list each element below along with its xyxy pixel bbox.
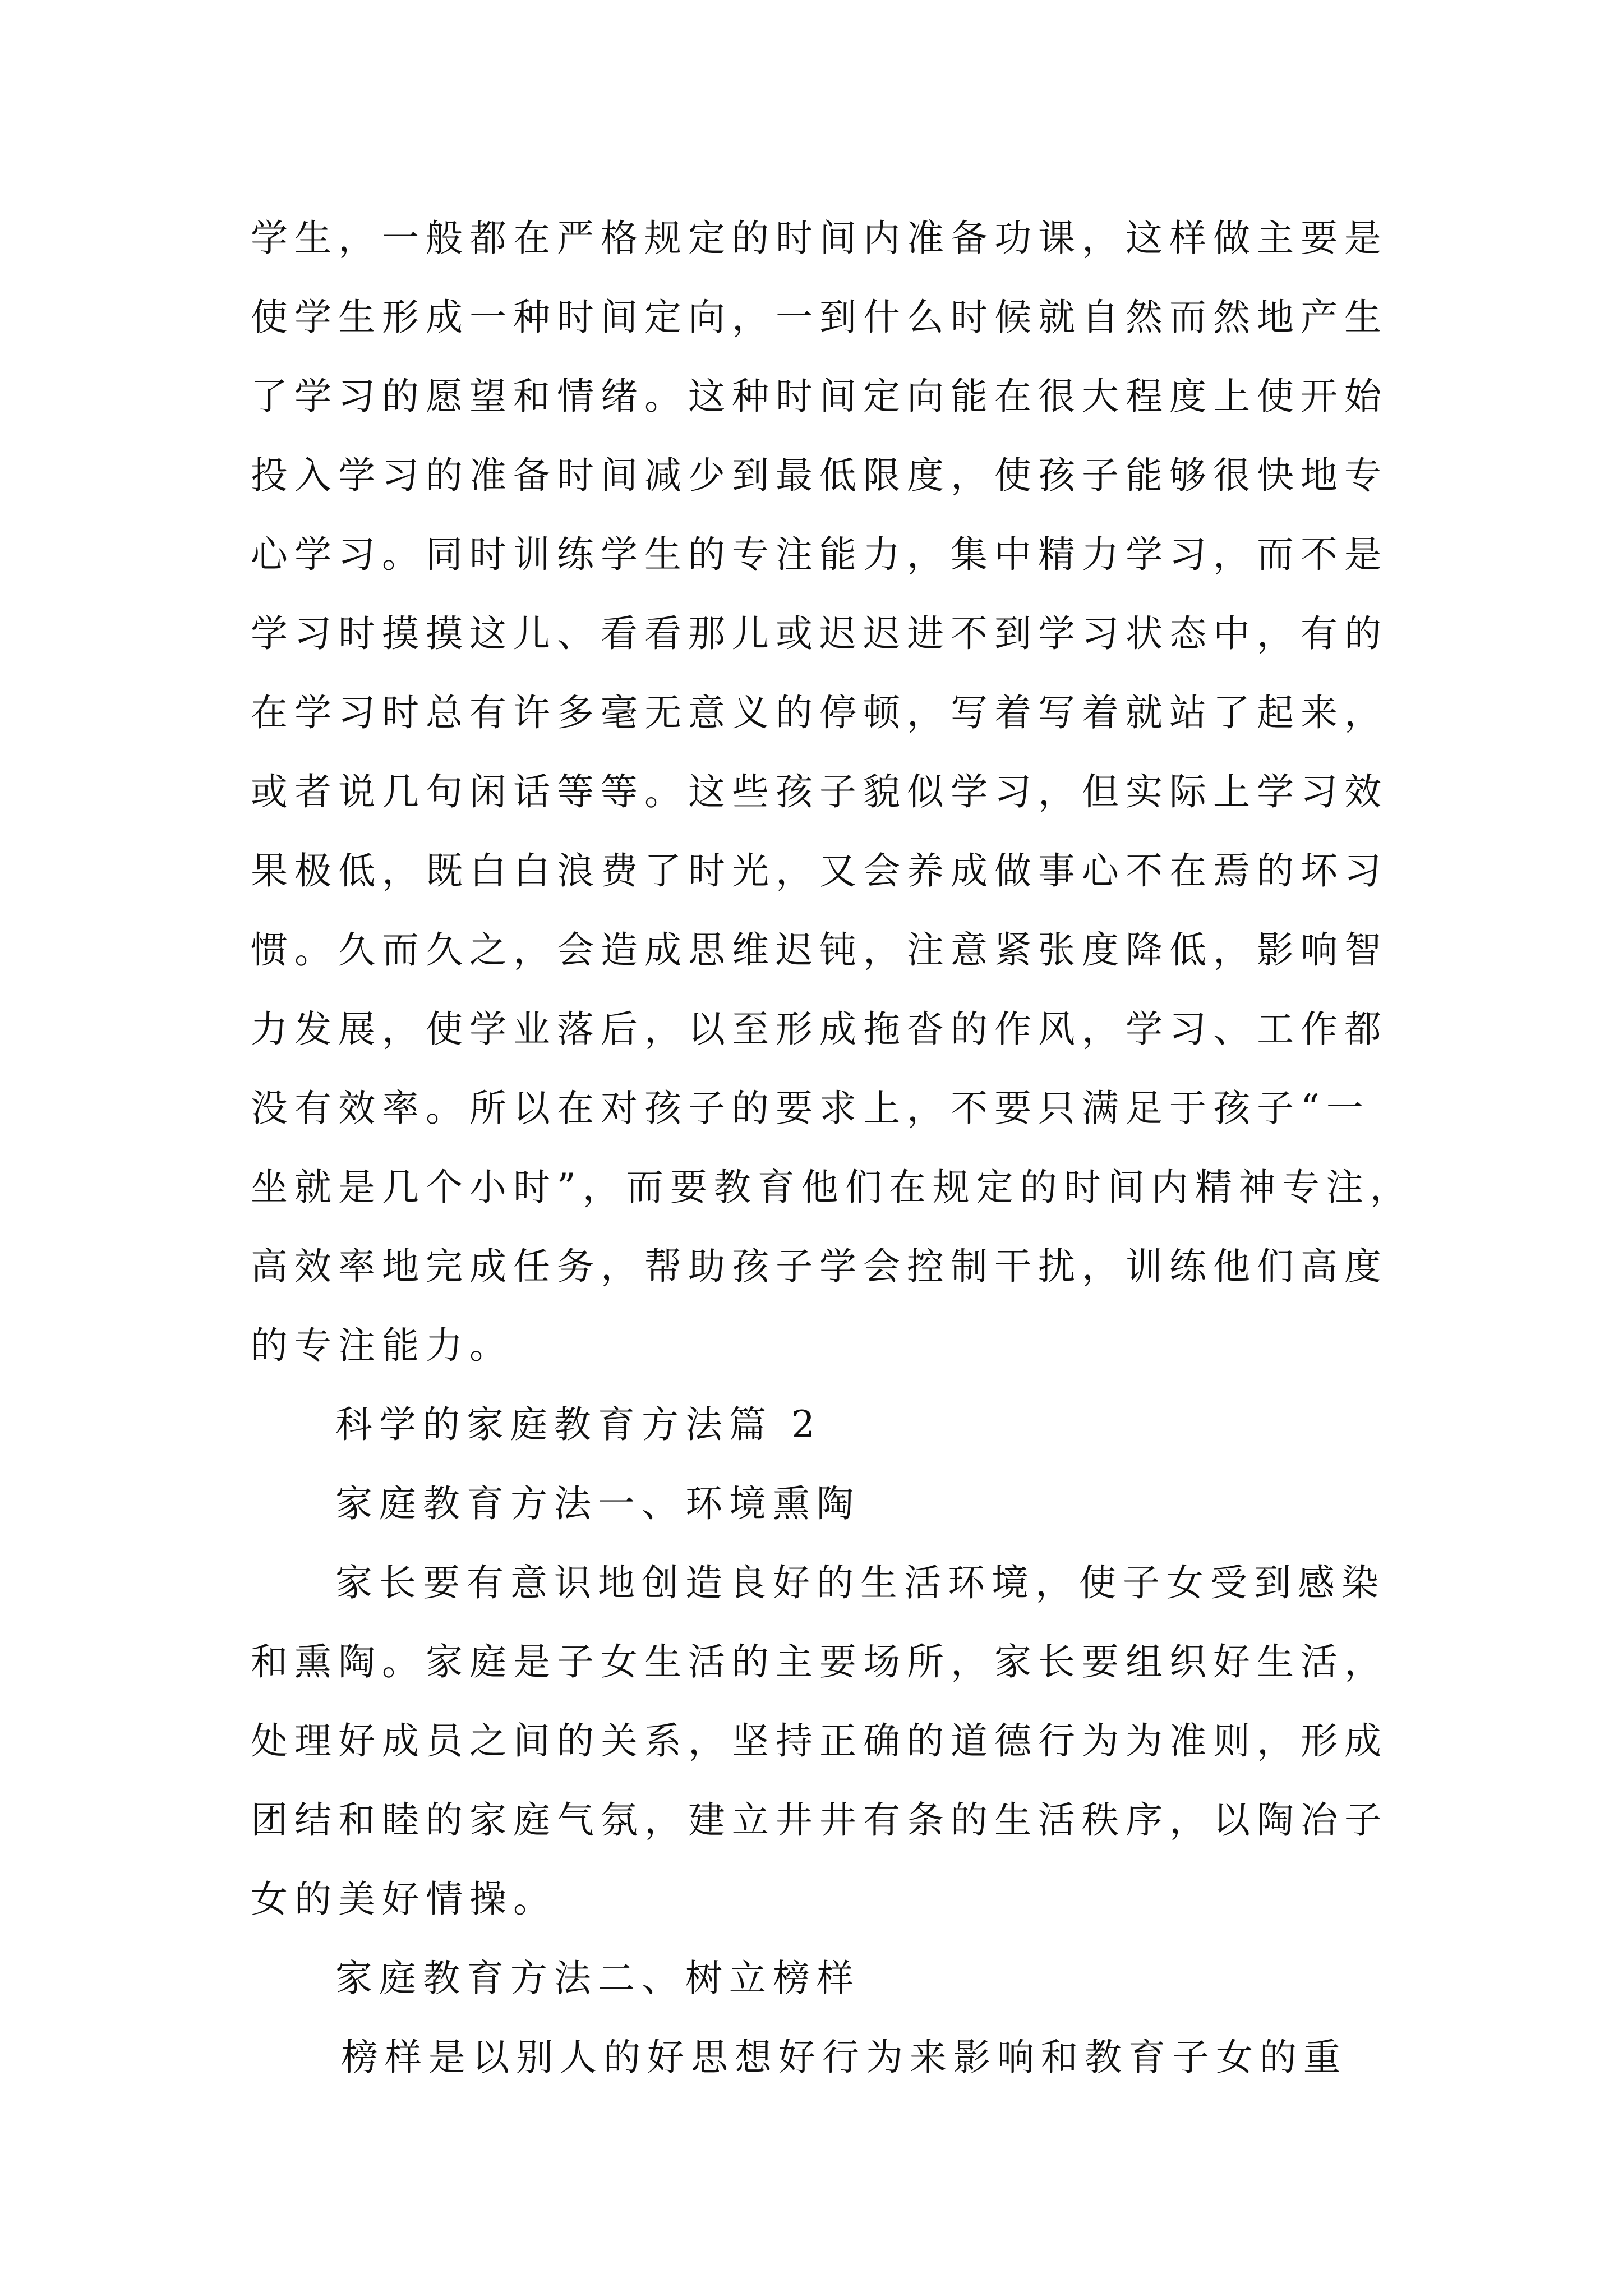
paragraph-line: 团结和睦的家庭气氛，建立井井有条的生活秩序，以陶冶子	[251, 1798, 1388, 1842]
section-heading: 科学的家庭教育方法篇 2	[335, 1403, 822, 1446]
paragraph-line: 处理好成员之间的关系，坚持正确的道德行为为准则，形成	[251, 1719, 1388, 1763]
paragraph-line: 学生，一般都在严格规定的时间内准备功课，这样做主要是	[251, 217, 1388, 260]
paragraph-line: 和熏陶。家庭是子女生活的主要场所，家长要组织好生活，	[251, 1640, 1388, 1683]
paragraph-line: 投入学习的准备时间减少到最低限度，使孩子能够很快地专	[251, 454, 1388, 497]
paragraph-line: 使学生形成一种时间定向，一到什么时候就自然而然地产生	[251, 296, 1388, 339]
paragraph-line: 坐就是几个小时”，而要教育他们在规定的时间内精神专注，	[251, 1166, 1414, 1209]
subsection-heading: 家庭教育方法二、树立榜样	[335, 1957, 860, 2000]
paragraph-line: 学习时摸摸这儿、看看那儿或迟迟进不到学习状态中，有的	[251, 612, 1388, 655]
paragraph-line: 女的美好情操。	[251, 1878, 557, 1921]
paragraph-line: 没有效率。所以在对孩子的要求上，不要只满足于孩子“一	[251, 1087, 1370, 1130]
paragraph-line: 力发展，使学业落后，以至形成拖沓的作风，学习、工作都	[251, 1007, 1388, 1051]
paragraph-line: 心学习。同时训练学生的专注能力，集中精力学习，而不是	[251, 533, 1388, 576]
subsection-heading: 家庭教育方法一、环境熏陶	[335, 1482, 860, 1525]
paragraph-line: 果极低，既白白浪费了时光，又会养成做事心不在焉的坏习	[251, 849, 1388, 892]
paragraph-line: 在学习时总有许多毫无意义的停顿，写着写着就站了起来，	[251, 691, 1388, 734]
paragraph-line: 或者说几句闲话等等。这些孩子貌似学习，但实际上学习效	[251, 770, 1388, 813]
paragraph-line: 高效率地完成任务，帮助孩子学会控制干扰，训练他们高度	[251, 1245, 1388, 1288]
paragraph-line: 惯。久而久之，会造成思维迟钝，注意紧张度降低，影响智	[251, 928, 1388, 972]
paragraph-line: 的专注能力。	[251, 1324, 513, 1367]
paragraph-line: 榜样是以别人的好思想好行为来影响和教育子女的重	[341, 2036, 1347, 2079]
paragraph-line: 家长要有意识地创造良好的生活环境，使子女受到感染	[335, 1561, 1385, 1604]
paragraph-line: 了学习的愿望和情绪。这种时间定向能在很大程度上使开始	[251, 375, 1388, 418]
